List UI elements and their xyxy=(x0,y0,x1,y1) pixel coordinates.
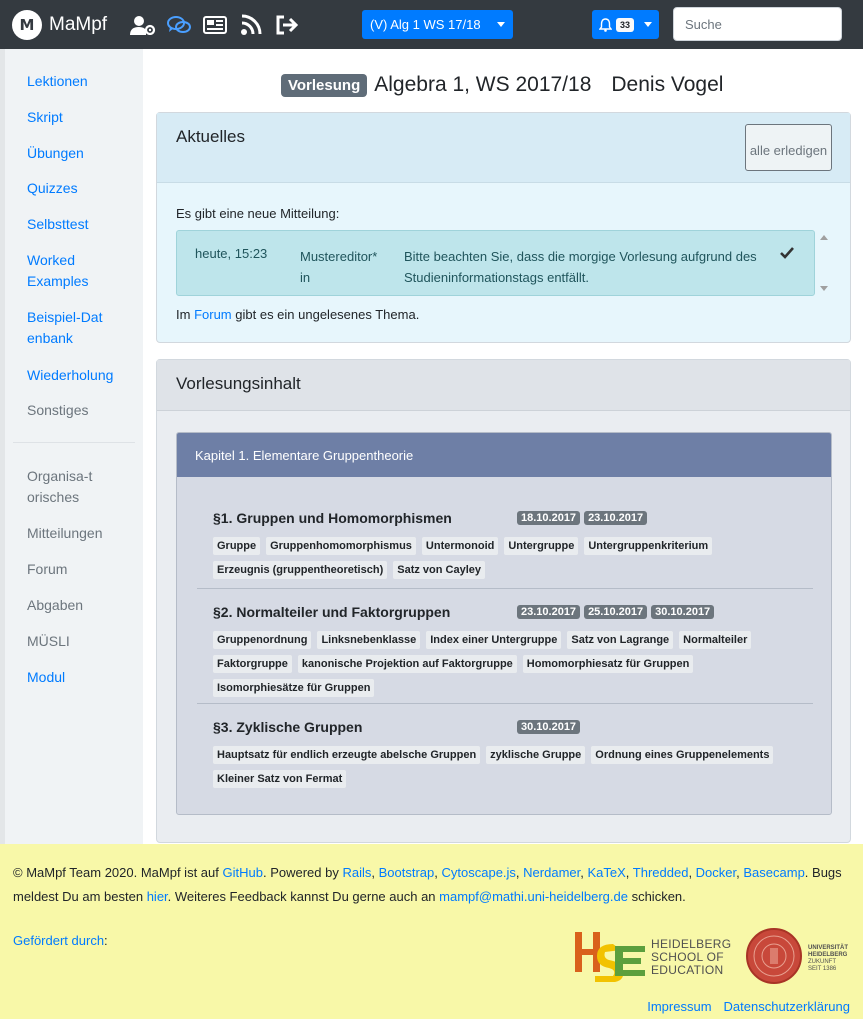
section-title[interactable]: §3. Zyklische Gruppen xyxy=(213,719,363,735)
section-dates xyxy=(517,720,584,734)
news-scrollbar[interactable] xyxy=(817,230,831,296)
section-item xyxy=(197,510,813,600)
section-title[interactable]: §2. Normalteiler und Faktorgruppen xyxy=(213,604,451,620)
nav-icons xyxy=(125,10,305,40)
email-link[interactable]: mampf@mathi.uni-heidelberg.de xyxy=(439,889,628,904)
tech-link-docker[interactable]: Docker xyxy=(695,865,737,880)
tech-link-rails[interactable]: Rails xyxy=(342,865,372,880)
user-settings-icon[interactable] xyxy=(125,10,161,40)
tag[interactable]: Hauptsatz für endlich erzeugte abelsche Gruppen xyxy=(213,746,480,764)
chapter-panel xyxy=(176,432,832,815)
sidebar-item-muesli[interactable]: MÜSLI xyxy=(27,633,70,649)
news-intro: Es gibt eine neue Mitteilung: xyxy=(176,206,340,221)
mampf-logo-icon: M xyxy=(12,10,42,40)
imprint-link[interactable]: Impressum xyxy=(647,999,712,1014)
news-author: Mustereditor*in xyxy=(300,249,378,285)
sidebar-item-sonstiges[interactable]: Sonstiges xyxy=(27,402,89,418)
lecture-select[interactable] xyxy=(362,10,513,39)
logout-icon[interactable] xyxy=(269,10,305,40)
sidebar-item-wiederholung[interactable]: Wiederholung xyxy=(27,367,114,383)
lecture-author: Denis Vogel xyxy=(611,73,724,96)
tag[interactable]: Untergruppe xyxy=(504,537,578,555)
section-divider xyxy=(197,588,813,589)
tag[interactable]: Faktorgruppe xyxy=(213,655,292,673)
news-item xyxy=(176,230,815,296)
tech-link-cytoscape[interactable]: Cytoscape.js xyxy=(441,865,516,880)
lecture-content-card xyxy=(156,359,851,843)
funded-by: Gefördert durch: xyxy=(13,933,108,948)
tag[interactable]: Satz von Cayley xyxy=(393,561,485,579)
content-card-title: Vorlesungsinhalt xyxy=(176,374,301,393)
tag[interactable]: Kleiner Satz von Fermat xyxy=(213,770,346,788)
tag[interactable]: zyklische Gruppe xyxy=(486,746,585,764)
tag[interactable]: Gruppe xyxy=(213,537,260,555)
sidebar xyxy=(0,49,143,844)
mark-all-read-button[interactable]: alle erledigen xyxy=(745,124,832,171)
tag[interactable]: kanonische Projektion auf Faktorgruppe xyxy=(298,655,517,673)
hse-name: HEIDELBERG SCHOOL OF EDUCATION xyxy=(651,937,732,977)
section-tags xyxy=(213,746,813,794)
sidebar-item-abgaben[interactable]: Abgaben xyxy=(27,597,84,613)
sidebar-divider xyxy=(13,442,135,443)
github-link[interactable]: GitHub xyxy=(222,865,263,880)
sidebar-item-skript[interactable]: Skript xyxy=(27,109,63,125)
sidebar-item-uebungen[interactable]: Übungen xyxy=(27,145,84,161)
sidebar-item-quizzes[interactable]: Quizzes xyxy=(27,180,78,196)
date-badge: 30.10.2017 xyxy=(651,605,714,619)
tag[interactable]: Index einer Untergruppe xyxy=(426,631,561,649)
bugs-text: Bugs meldest Du am besten xyxy=(13,865,842,904)
brand-name: MaMpf xyxy=(49,13,108,35)
tag[interactable]: Homomorphiesatz für Gruppen xyxy=(523,655,694,673)
notifications-button[interactable] xyxy=(592,10,659,39)
lecture-type-badge: Vorlesung xyxy=(281,74,367,97)
tag[interactable]: Untergruppenkriterium xyxy=(584,537,712,555)
lecture-title: Algebra 1, WS 2017/18 xyxy=(374,73,592,96)
sidebar-item-selbsttest[interactable]: Selbsttest xyxy=(27,216,89,232)
news-card-header xyxy=(157,113,850,183)
university-name: UNIVERSITÄT HEIDELBERG ZUKUNFT SEIT 1386 xyxy=(808,945,849,972)
news-card xyxy=(156,112,851,343)
chevron-down-icon xyxy=(644,22,652,27)
section-dates xyxy=(517,511,651,525)
tag[interactable]: Satz von Lagrange xyxy=(567,631,673,649)
lecture-select-label: (V) Alg 1 WS 17/18 xyxy=(370,17,481,32)
date-badge: 23.10.2017 xyxy=(517,605,580,619)
news-icon[interactable] xyxy=(197,10,233,40)
sidebar-item-organisatorisches[interactable]: Organisa-torisches xyxy=(27,468,93,505)
section-tags xyxy=(213,631,813,703)
notification-count-badge: 33 xyxy=(616,18,634,32)
sidebar-item-forum[interactable]: Forum xyxy=(27,561,68,577)
tag[interactable]: Isomorphiesätze für Gruppen xyxy=(213,679,374,697)
date-badge: 18.10.2017 xyxy=(517,511,580,525)
search-input[interactable] xyxy=(673,7,842,41)
date-badge: 25.10.2017 xyxy=(584,605,647,619)
section-item xyxy=(197,719,813,799)
scroll-down-icon[interactable] xyxy=(820,286,828,291)
sidebar-item-modul[interactable]: Modul xyxy=(27,669,66,685)
news-text: Bitte beachten Sie, dass die morgige Vorlesung aufgrund des Studieninformationstags entfällt. xyxy=(404,249,757,285)
footer xyxy=(0,844,863,1019)
tag[interactable]: Linksnebenklasse xyxy=(317,631,420,649)
navbar xyxy=(0,0,863,49)
feedback-suffix: schicken. xyxy=(631,889,686,904)
section-item xyxy=(197,604,813,714)
forum-link[interactable]: Forum xyxy=(194,307,232,322)
news-time: heute, 15:23 xyxy=(195,246,268,261)
tag[interactable]: Untermonoid xyxy=(422,537,498,555)
footer-credits: © MaMpf Team 2020. MaMpf ist auf GitHub. Powered by Rails, Bootstrap, Cytoscape.js, Nerdamer, KaTeX, Thredded, Docker, Basecamp. Bugs meldest Du am besten hier. Weiteres Feedback kannst Du gerne auch an mampf@mathi.uni-heidelberg.de schicken. xyxy=(13,865,842,904)
copyright-text: © MaMpf Team 2020. MaMpf ist auf xyxy=(13,865,219,880)
privacy-link[interactable]: Datenschutzerklärung xyxy=(723,999,850,1014)
tech-link-bootstrap[interactable]: Bootstrap xyxy=(378,865,435,880)
scroll-up-icon[interactable] xyxy=(820,235,828,240)
hse-logo[interactable] xyxy=(573,928,733,984)
chevron-down-icon xyxy=(497,22,505,27)
section-title[interactable]: §1. Gruppen und Homomorphismen xyxy=(213,510,452,526)
tech-link-thredded[interactable]: Thredded xyxy=(632,865,689,880)
tag[interactable]: Ordnung eines Gruppenelements xyxy=(591,746,773,764)
tech-link-nerdamer[interactable]: Nerdamer xyxy=(523,865,581,880)
funded-by-link[interactable]: Gefördert durch xyxy=(13,933,105,948)
sidebar-item-mitteilungen[interactable]: Mitteilungen xyxy=(27,525,103,541)
forum-notice-suffix: gibt es ein ungelesenes Thema. xyxy=(235,307,420,322)
tag[interactable]: Gruppenhomomorphismus xyxy=(266,537,416,555)
feed-icon[interactable] xyxy=(233,10,269,40)
forum-notice xyxy=(176,307,419,322)
checkmark-icon[interactable] xyxy=(779,246,795,265)
section-dates xyxy=(517,605,718,619)
tech-link-katex[interactable]: KaTeX xyxy=(587,865,626,880)
tag[interactable]: Gruppenordnung xyxy=(213,631,311,649)
page-title xyxy=(281,73,723,97)
sidebar-item-beispiel-datenbank[interactable]: Beispiel-Datenbank xyxy=(27,309,103,346)
bugs-link[interactable]: hier xyxy=(146,889,168,904)
forum-notice-prefix: Im xyxy=(176,307,191,322)
date-badge: 30.10.2017 xyxy=(517,720,580,734)
university-seal-icon xyxy=(746,928,802,984)
tag[interactable]: Erzeugnis (gruppentheoretisch) xyxy=(213,561,387,579)
tech-link-basecamp[interactable]: Basecamp xyxy=(743,865,805,880)
content-card-header xyxy=(157,360,850,411)
section-tags xyxy=(213,537,813,585)
sidebar-item-worked-examples[interactable]: Worked Examples xyxy=(27,252,89,289)
feedback-text: . Weiteres Feedback kannst Du gerne auch an xyxy=(167,889,436,904)
date-badge: 23.10.2017 xyxy=(584,511,647,525)
footer-links xyxy=(635,999,850,1014)
university-logo[interactable] xyxy=(746,928,854,984)
powered-by-text: . Powered by xyxy=(262,865,339,880)
tag[interactable]: Normalteiler xyxy=(679,631,751,649)
news-card-title: Aktuelles xyxy=(176,127,245,146)
sidebar-item-lektionen[interactable]: Lektionen xyxy=(27,73,88,89)
chapter-header[interactable]: Kapitel 1. Elementare Gruppentheorie xyxy=(177,433,831,477)
brand[interactable] xyxy=(12,10,107,40)
section-divider xyxy=(197,703,813,704)
bell-icon xyxy=(599,18,612,32)
comments-icon[interactable] xyxy=(161,10,197,40)
